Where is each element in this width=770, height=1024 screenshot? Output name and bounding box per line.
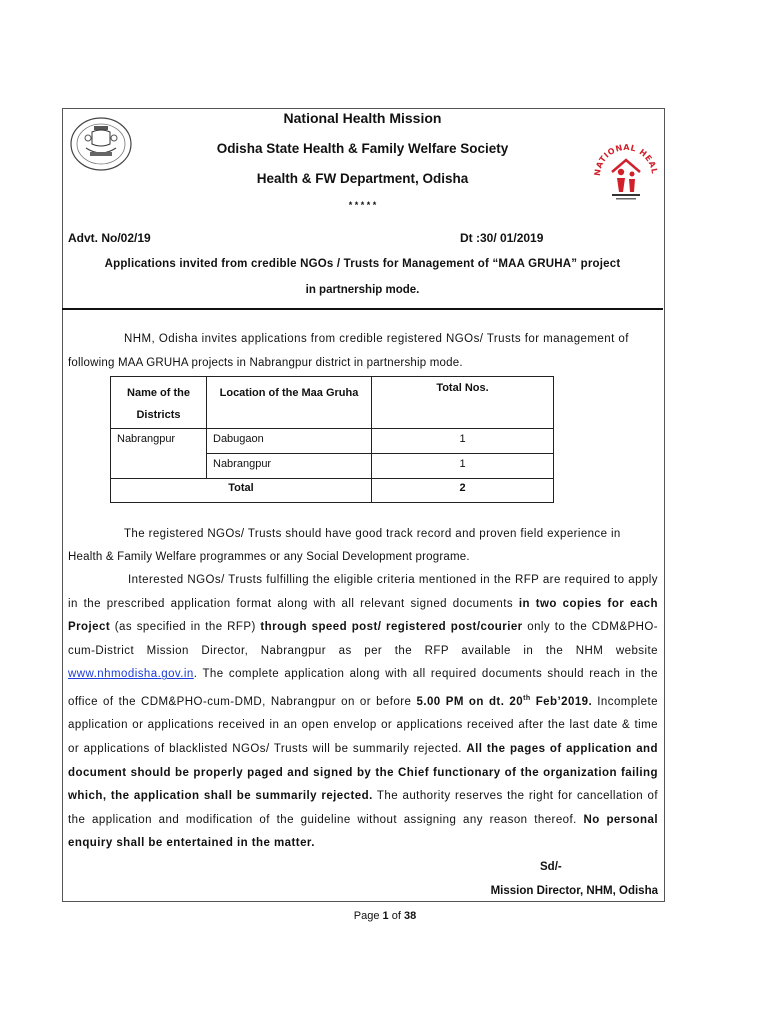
total-value: 2 <box>372 479 554 503</box>
department-title: Health & FW Department, Odisha <box>256 171 469 186</box>
table-row <box>111 429 554 454</box>
society-title: Odisha State Health & Family Welfare Society <box>216 141 509 156</box>
header-total: Total Nos. <box>372 377 554 429</box>
count-cell: 1 <box>372 429 554 454</box>
count-cell: 1 <box>372 454 554 479</box>
nhm-website-link[interactable]: www.nhmodisha.gov.in <box>68 668 194 681</box>
district-cell: Nabrangpur <box>111 429 207 479</box>
page-number: Page 1 of 38 <box>353 910 417 922</box>
intro-line-1: NHM, Odisha invites applications from credible registered NGOs/ Trusts for management of <box>124 333 629 345</box>
advt-number: Advt. No/02/19 <box>68 231 151 245</box>
subject-line-1: Applications invited from credible NGOs / Trusts for Management of “MAA GRUHA” project <box>104 258 621 270</box>
nhm-logo-ring-text: NATIONAL HEAL <box>592 142 659 177</box>
header-stars: * * * * * <box>348 200 377 210</box>
header-divider <box>62 308 663 310</box>
org-title: National Health Mission <box>283 110 442 126</box>
signatory-title: Mission Director, NHM, Odisha <box>490 885 658 897</box>
signature-sd: Sd/- <box>540 861 562 873</box>
header-location: Location of the Maa Gruha <box>207 377 372 429</box>
intro-line-2: following MAA GRUHA projects in Nabrangpur district in partnership mode. <box>68 357 463 369</box>
subject-line-2: in partnership mode. <box>305 284 420 296</box>
para2-line-2: Health & Family Welfare programmes or any Social Development programe. <box>68 551 470 563</box>
advt-date: Dt :30/ 01/2019 <box>460 231 544 245</box>
total-label: Total <box>111 479 372 503</box>
table-header-row <box>111 377 554 429</box>
application-instructions: Interested NGOs/ Trusts fulfilling the eligible criteria mentioned in the RFP are required to apply in the prescribed application format along with all relevant signed documents in two copies for each Project (as specified in the RFP) through speed post/ registered post/courier only to the CDM&PHO-cum-District Mission Director, Nabrangpur as per the RFP available in the NHM website www.nhmodisha.gov.in. The complete application along with all required documents should reach in the office of the CDM&PHO-cum-DMD, Nabrangpur on or before 5.00 PM on dt. 20th Feb’2019. Incomplete application or applications received in an open envelop or applications received after the last date & time or applications of blacklisted NGOs/ Trusts will be summarily rejected. All the pages of application and document should be properly paged and signed by the Chief functionary of the organization failing which, the application shall be summarily rejected. The authority reserves the right for cancellation of the application and modification of the guideline without assigning any reason thereof. No personal enquiry shall be entertained in the matter. <box>68 574 659 850</box>
table-total-row <box>111 479 554 503</box>
header-district: Name of the Districts <box>111 377 207 429</box>
location-cell: Nabrangpur <box>207 454 372 479</box>
maa-gruha-table <box>110 376 554 503</box>
para2-line-1: The registered NGOs/ Trusts should have good track record and proven field experience in <box>124 528 621 540</box>
location-cell: Dabugaon <box>207 429 372 454</box>
